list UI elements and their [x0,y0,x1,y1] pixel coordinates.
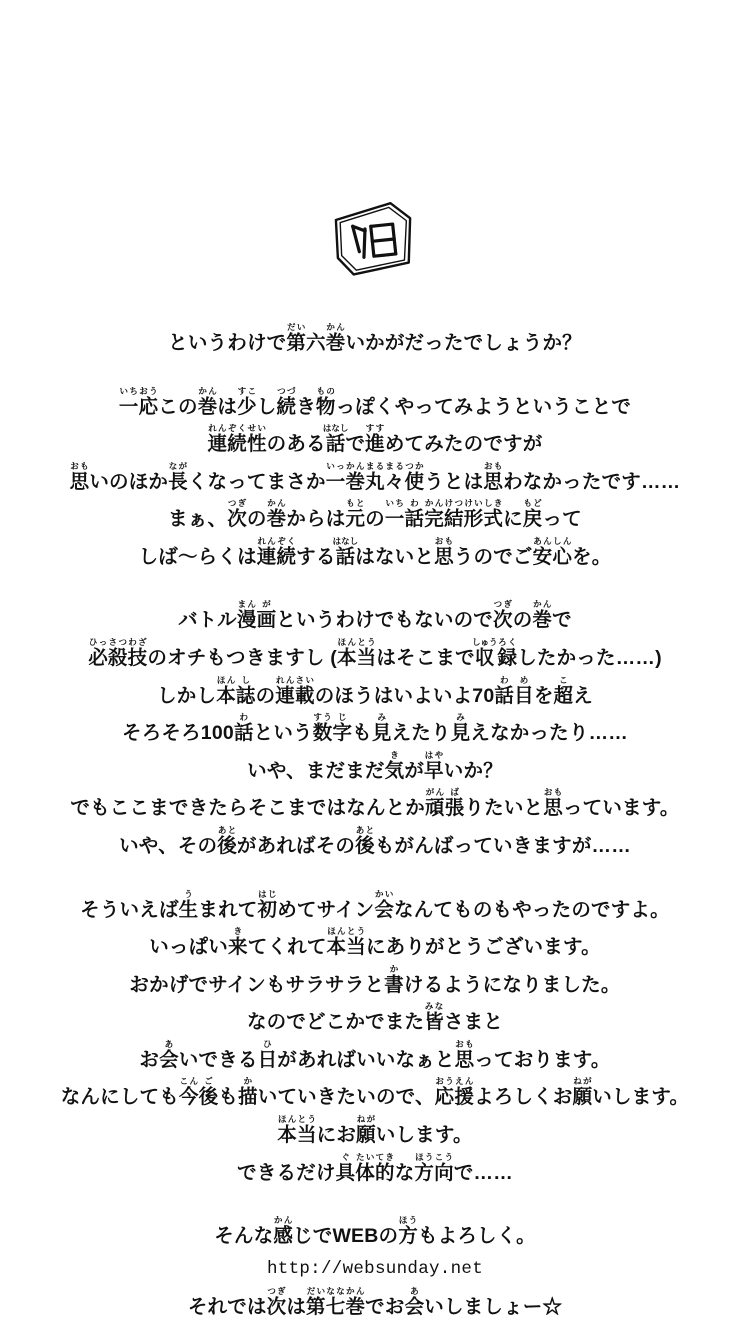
text-line: おかげでサインもサラサラと書かけるようになりました。 [129,963,621,996]
text-line: なのでどこかでまた皆みなさまと [246,1001,504,1034]
text-line: 思おもいのほか長ながくなってまさか一いっ巻かん丸まる々まる使つかうとは思おもわなかったです…… [69,460,681,493]
text-line: そういえば生うまれて初はじめてサイン会かいなんてものもやったのですよ。 [80,888,670,921]
text-line: いや、まだまだ気きが早はやいか？ [247,749,503,782]
text-line: 一いち応おうこの巻かんは少すこし続つづき物ものっぽくやってみようということで [118,385,632,418]
afterword-text-block [0,322,750,1324]
text-line: いっぱい来きてくれて本ほん当とうにありがとうございます。 [149,926,601,959]
text-line: できるだけ具ぐ体たい的てきな方ほう向こうで…… [237,1151,513,1184]
text-line: しば〜らくは連れん続ぞくする話はなしはないと思おもうのでご安あん心しんを。 [138,535,612,568]
text-line: しかし本ほん誌しの連れん載さいのほうはいよいよ70話わ目めを超こえ [157,674,593,707]
text-line: 必ひっ殺さつ技わざのオチもつきますし (本ほん当とうはそこまで収しゅう録ろくしたかった……) [88,637,662,670]
text-line: まぁ、次つぎの巻かんからは元もとの一いち話わ完かん結けつ形けい式しきに戻もどって [168,498,582,531]
text-line: お会あいできる日ひがあればいいなぁと思おもっております。 [139,1038,611,1071]
text-line: というわけで第だい六巻かんいかがだったでしょうか？ [168,322,582,354]
text-line: いや、その後あとがあればその後あともがんばっていきますが…… [119,824,631,857]
text-line: でもここまできたらそこまではなんとか頑がん張ばりたいと思おもっています。 [70,787,680,820]
paragraph-intro [0,322,750,360]
text-line: 本ほん当とうにお願ねがいします。 [277,1113,473,1146]
paragraph-signing-event [0,889,750,1190]
text-line: そろそろ100話わという数すう字じも見みえたり見みえなかったり…… [122,712,628,745]
paragraph-about-volume [0,386,750,574]
text-line: バトル漫まん画がというわけでもないので次つぎの巻かんで [178,599,572,632]
text-line: なんにしても今こん後ごも描かいていきたいので、応おう援えんよろしくお願ねがいします。 [60,1076,690,1109]
paragraph-closing [0,1215,750,1323]
paragraph-battle-manga [0,599,750,862]
text-line: そんな感かんじでWEBの方ほうもよろしく。 [214,1215,536,1248]
handwritten-stamp-mark-icon [328,196,421,281]
text-line: 連れん続ぞく性せいのある話はなしで進すすめてみたのですが [207,423,543,456]
website-url[interactable]: http://websunday.net [266,1258,484,1279]
farewell-line: それでは次つぎは第だい七なな巻かんでお会あいしましょー☆ [187,1285,563,1318]
